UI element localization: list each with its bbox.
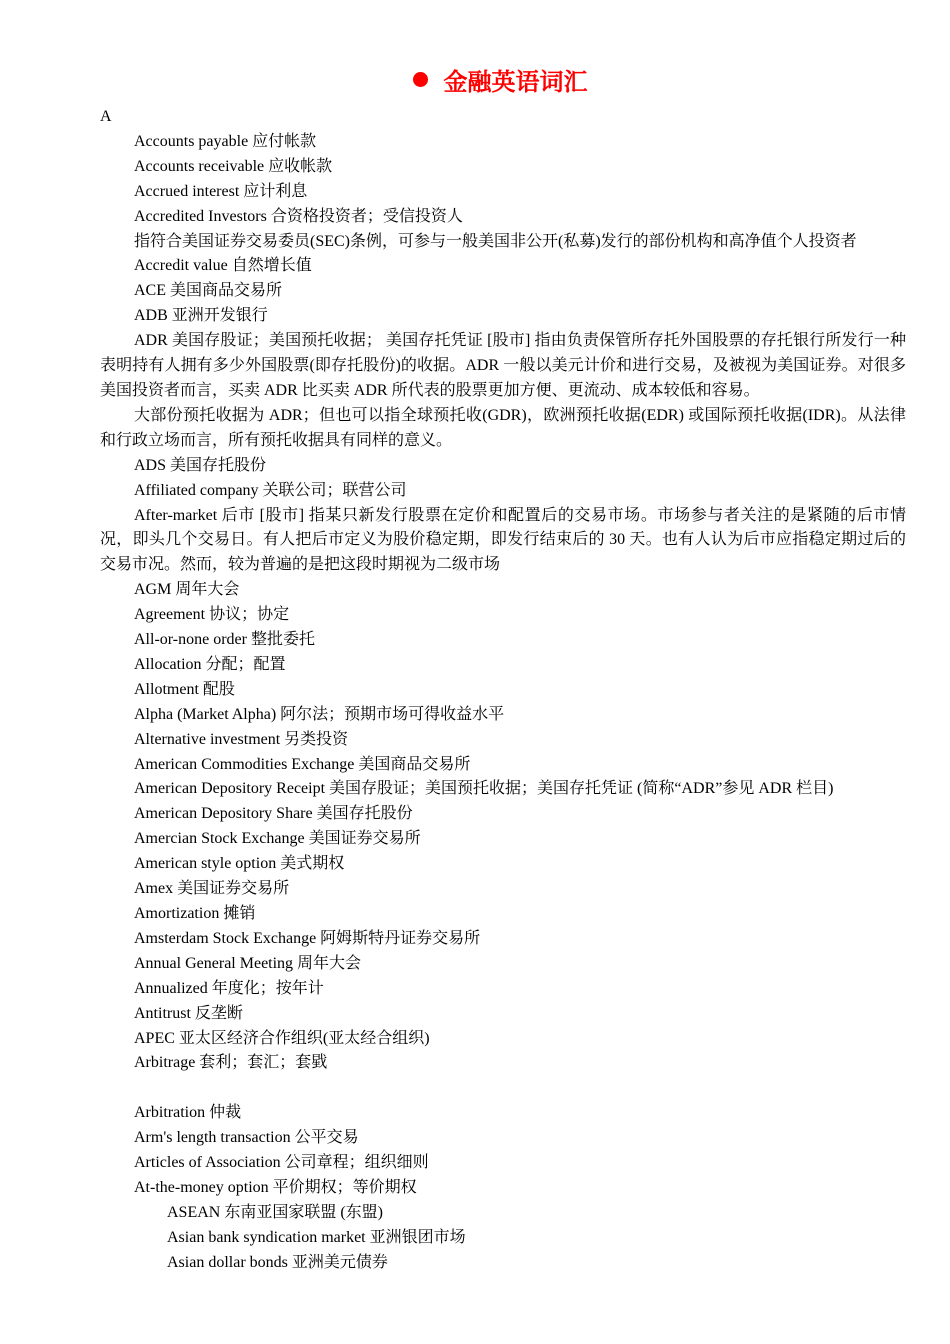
entry: Accounts payable 应付帐款 <box>134 132 317 150</box>
blank-line <box>100 1076 906 1101</box>
adr-paragraph: ADR 美国存股证；美国预托收据； 美国存托凭证 [股市] 指由负责保管所存托外国股票的存托银行所发行一种表明持有人拥有多少外国股票(即存托股份)的收据。ADR 一般以美元计价和进行交易，及被视为美国证券。对很多美国投资者而言，买卖 ADR 比买卖 ADR 所代表的股票更加方便、更流动、成本较低和容易。 <box>100 332 906 399</box>
entry: American Depository Receipt 美国存股证；美国预托收据；美国存托凭证 (简称“ADR”参见 ADR 栏目) <box>134 780 834 798</box>
entry: Arm's length transaction 公平交易 <box>134 1129 359 1147</box>
entry: Affiliated company 关联公司；联营公司 <box>134 481 407 499</box>
after-market-paragraph: After-market 后市 [股市] 指某只新发行股票在定价和配置后的交易市场。市场参与者关注的是紧随的后市情况，即头几个交易日。有人把后市定义为股价稳定期，即发行结束后的 30 天。也有人认为后市应指稳定期过后的交易市况。然而，较为普遍的是把这段时期视为二级市场 <box>100 506 906 574</box>
adr-paragraph-2: 大部份预托收据为 ADR；但也可以指全球预托收(GDR)，欧洲预托收据(EDR) 或国际预托收据(IDR)。从法律和行政立场而言，所有预托收据具有同样的意义。 <box>100 406 906 449</box>
document-body <box>100 105 906 1276</box>
entry: APEC 亚太区经济合作组织(亚太经合组织) <box>134 1029 430 1047</box>
entry: Amex 美国证券交易所 <box>134 880 290 898</box>
entry: All-or-none order 整批委托 <box>134 631 315 649</box>
entry: Articles of Association 公司章程；组织细则 <box>134 1154 429 1172</box>
entry: Accredit value 自然增长值 <box>134 257 312 275</box>
entry: Accrued interest 应计利息 <box>134 182 308 200</box>
entry: Accounts receivable 应收帐款 <box>134 157 333 175</box>
entry: ASEAN 东南亚国家联盟 (东盟) <box>167 1203 383 1221</box>
entry: Amsterdam Stock Exchange 阿姆斯特丹证券交易所 <box>134 929 481 947</box>
entry: American style option 美式期权 <box>134 855 345 873</box>
entry: Agreement 协议；协定 <box>134 606 290 624</box>
entry: ADB 亚洲开发银行 <box>134 307 268 325</box>
entry: Annualized 年度化；按年计 <box>134 979 324 997</box>
entry: Amortization 摊销 <box>134 905 256 922</box>
page-title <box>0 62 950 97</box>
entry: Antitrust 反垄断 <box>134 1004 243 1022</box>
entry: Alternative investment 另类投资 <box>134 730 349 748</box>
entry: Arbitration 仲裁 <box>134 1104 242 1122</box>
entry: American Depository Share 美国存托股份 <box>134 805 413 823</box>
section-letter: A <box>100 108 112 125</box>
entry: Annual General Meeting 周年大会 <box>134 954 362 972</box>
entry: Amercian Stock Exchange 美国证券交易所 <box>134 830 421 848</box>
entry: Asian bank syndication market 亚洲银团市场 <box>167 1228 466 1246</box>
entry: At-the-money option 平价期权；等价期权 <box>134 1178 417 1196</box>
entry: American Commodities Exchange 美国商品交易所 <box>134 755 471 773</box>
entry: AGM 周年大会 <box>134 581 240 599</box>
entry: 指符合美国证券交易委员(SEC)条例，可参与一般美国非公开(私募)发行的部份机构和高净值个人投资者 <box>134 232 857 250</box>
entry: Allocation 分配；配置 <box>134 655 286 673</box>
entry: Allotment 配股 <box>134 680 235 698</box>
entry: Accredited Investors 合资格投资者；受信投资人 <box>134 207 463 225</box>
title-text: 金融英语词汇 <box>443 68 588 96</box>
entry: Asian dollar bonds 亚洲美元债券 <box>167 1253 388 1271</box>
entry: ACE 美国商品交易所 <box>134 282 283 300</box>
bullet-icon <box>413 72 428 87</box>
entry: Arbitrage 套利；套汇；套戥 <box>134 1054 328 1072</box>
entry: Alpha (Market Alpha) 阿尔法；预期市场可得收益水平 <box>134 705 505 723</box>
entry: ADS 美国存托股份 <box>134 456 267 474</box>
